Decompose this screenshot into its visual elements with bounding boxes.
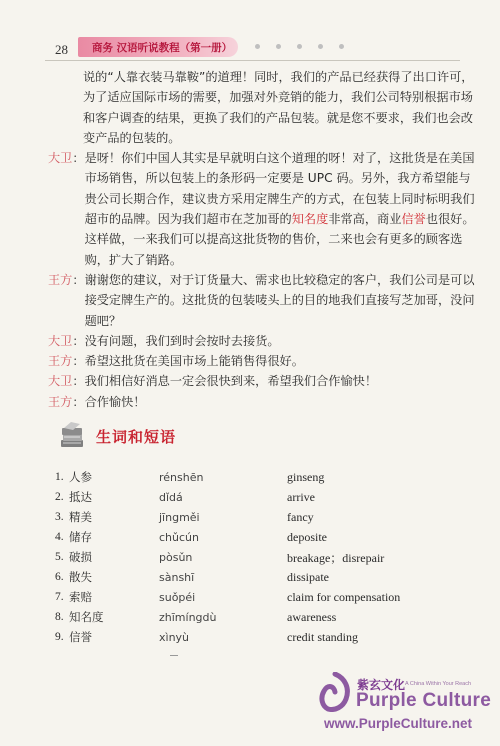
dialogue-text: 谢谢您的建议，对于订货量大、需求也比较稳定的客户，我们公司是可以接受定牌生产的。这批货的包装唛头上的目的地我们直接写芝加哥，没问题吧？ [84,272,475,328]
speaker-colon: ： [72,374,85,389]
vocab-number: 8. [55,611,64,623]
dialogue-text: 合作愉快！ [84,394,146,409]
vocab-chinese: 索赔 [69,590,92,604]
vocab-chinese: 抵达 [69,490,92,504]
footer-mark [170,655,178,656]
speaker-label: 王方 [48,272,73,287]
vocab-pinyin: jīngměi [159,510,200,524]
speaker-label: 王方 [48,394,73,409]
speaker-label: 大卫 [48,333,73,348]
book-stack-icon [58,420,86,450]
vocab-row [55,527,400,547]
vocab-english: fancy [287,509,314,524]
vocab-row [55,607,400,627]
vocab-row [55,627,400,647]
vocab-chinese: 知名度 [69,610,104,624]
dialogue-text-part: 非常高，商业 [328,212,402,227]
watermark-url: www.PurpleCulture.net [324,716,473,731]
dialogue-text: 没有问题，我们到时会按时去接货。 [84,333,280,348]
page-number: 28 [55,42,68,57]
vocab-chinese: 破损 [69,550,92,564]
vocab-row [55,487,400,507]
vocab-english: deposite [287,529,327,544]
header-dots [255,44,344,49]
speaker-colon: ： [72,354,85,369]
vocab-english: claim for compensation [287,589,401,604]
vocab-row [55,567,400,587]
dialogue-text: 希望这批货在美国市场上能销售得很好。 [84,354,304,369]
highlighted-term: 知名度 [291,212,329,227]
vocab-chinese: 人参 [69,470,92,484]
speaker-label: 大卫 [48,151,73,166]
vocab-chinese: 散失 [69,570,92,584]
vocab-number: 5. [55,551,64,563]
vocab-number: 9. [55,631,64,643]
vocab-pinyin: rénshēn [159,470,204,484]
dialogue-line [48,270,478,331]
vocab-row [55,467,400,487]
highlighted-term: 信誉 [401,212,426,227]
purple-culture-logo-icon [318,672,352,712]
header-dot [318,44,323,49]
vocab-row [55,547,400,567]
dialogue-line [48,392,478,412]
dialogue-text: 说的“人靠衣装马靠鞍”的道理！同时，我们的产品已经获得了出口许可，为了适应国际市场的需要，加强对外竞销的能力，我们公司特别根据市场和客户调查的结果，更换了我们的产品包装。就是您不要求，我们也会改变产品的包装的。 [83,70,474,145]
vocab-number: 2. [55,491,64,503]
vocab-chinese: 精美 [69,510,92,524]
dialogue-text-part: 是呀！你们中国人其实是早就明白这个道理的呀！对了，这批货是在美国市场销售，所以包装上的条形码一定要是 UPC 码。另外，我方希望能与贵公司长期合作，建议贵方采用定牌生产的方式，在包装上同时标明我们超市的品牌。因为我们超市在芝加哥的 [84,151,475,227]
dialogue-text-part: 也很好。这样做，一来我们可以提高这批货物的售价，二来也会有更多的顾客选购，扩大了销路。 [84,212,475,267]
speaker-colon: ： [72,333,85,348]
vocab-chinese: 储存 [69,530,92,544]
vocab-pinyin: suǒpéi [159,590,196,604]
vocab-english: ginseng [287,469,325,484]
dialogue [48,67,478,412]
vocab-number: 4. [55,531,64,543]
header-dot [276,44,281,49]
watermark-chinese: 紫玄文化 [357,678,406,692]
vocab-chinese: 信誉 [69,630,92,644]
vocab-heading: 生词和短语 [96,428,177,446]
speaker-colon: ： [72,394,85,409]
vocab-number: 3. [55,511,64,523]
vocab-pinyin: sànshī [159,570,195,584]
dialogue-line [48,331,478,351]
header-dot [297,44,302,49]
dialogue-line [48,371,478,391]
vocab-english: credit standing [287,629,358,644]
vocab-english: awareness [287,609,337,624]
speaker-colon: ： [72,272,85,287]
dialogue-text [85,148,478,270]
header-dot [255,44,260,49]
vocab-english: arrive [287,489,315,504]
dialogue-text: 我们相信好消息一定会很快到来，希望我们合作愉快！ [84,374,378,389]
header-rule [45,60,460,61]
vocab-row [55,587,400,607]
watermark-brand: Purple Culture [356,690,492,711]
vocab-table [55,467,400,647]
speaker-colon: ： [72,151,85,166]
dialogue-line [48,148,478,270]
vocab-pinyin: pòsǔn [159,550,193,564]
dialogue-line [48,67,478,148]
vocab-pinyin: xìnyù [159,630,190,644]
vocab-pinyin: chǔcún [159,530,199,544]
vocab-pinyin: dǐdá [159,490,183,504]
book-title: 商务 汉语听说教程（第一册） [92,42,233,54]
vocab-english: breakage；disrepair [287,550,385,565]
dialogue-line [48,351,478,371]
header-dot [339,44,344,49]
speaker-label: 大卫 [48,374,73,389]
vocab-number: 7. [55,591,64,603]
speaker-label: 王方 [48,354,73,369]
vocab-number: 1. [55,471,64,483]
vocab-english: dissipate [287,569,329,584]
vocab-pinyin: zhīmíngdù [159,610,217,624]
watermark-tagline: A China Within Your Reach [405,681,472,687]
vocab-number: 6. [55,571,64,583]
vocab-row [55,507,400,527]
